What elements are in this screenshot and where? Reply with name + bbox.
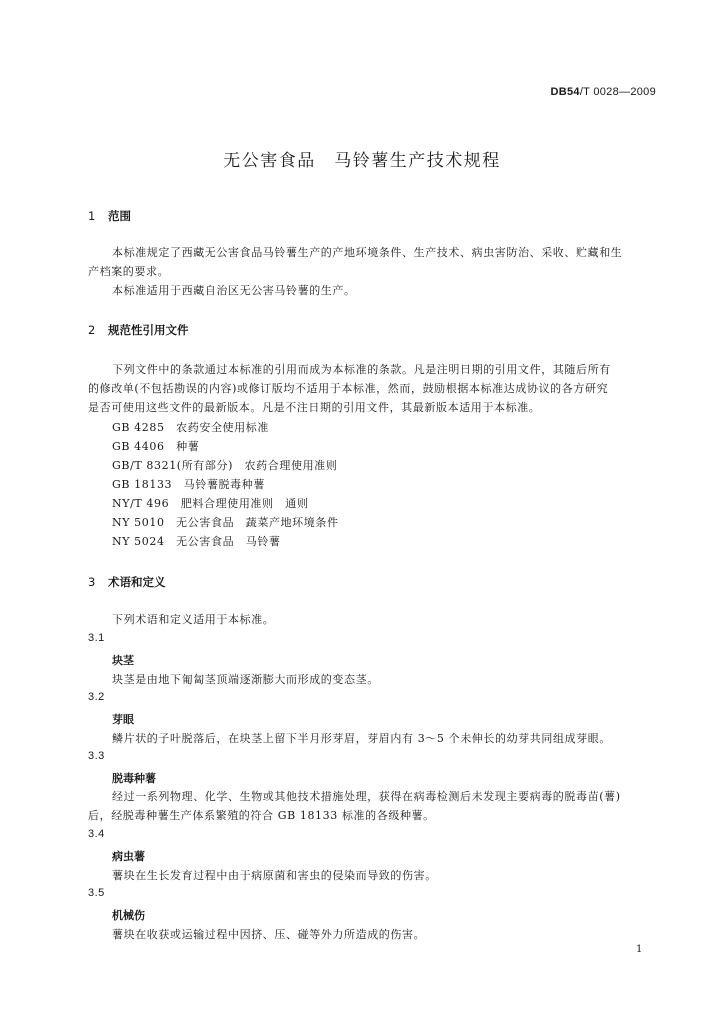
term-name: 芽眼 — [112, 713, 134, 726]
term-number: 3.3 — [88, 750, 105, 762]
term-definition: 薯块在收获或运输过程中因挤、压、碰等外力所造成的伤害。 — [112, 928, 426, 941]
reference-item: GB 18133 马铃薯脱毒种薯 — [112, 478, 265, 491]
term-definition: 块茎是由地下匍匐茎顶端逐渐膨大而形成的变态茎。 — [112, 673, 379, 686]
section-3-intro: 下列术语和定义适用于本标准。 — [112, 613, 275, 626]
section-1-paragraph-1: 本标准规定了西藏无公害食品马铃薯生产的产地环境条件、生产技术、病虫害防治、采收、贮藏和生 产档案的要求。 — [88, 246, 623, 278]
term-definition: 鳞片状的子叶脱落后，在块茎上留下半月形芽眉，芽眉内有 3～5 个未伸长的幼芽共同组成芽眼。 — [112, 732, 611, 745]
reference-item: GB 4406 种薯 — [112, 440, 200, 453]
reference-item: NY 5010 无公害食品 蔬菜产地环境条件 — [112, 516, 339, 529]
reference-item: NY/T 496 肥料合理使用准则 通则 — [112, 497, 309, 510]
document-title: 无公害食品 马铃薯生产技术规程 — [223, 151, 501, 171]
term-name: 脱毒种薯 — [112, 772, 156, 785]
section-2-paragraph: 下列文件中的条款通过本标准的引用而成为本标准的条款。凡是注明日期的引用文件，其随后所有 的修改单(不包括勘误的内容)或修订版均不适用于本标准，然而，鼓励根据本标准达成协议的各方研究 是否可使用这些文件的最新版本。凡是不注日期的引用文件，其最新版本适用于本标准。 — [88, 363, 611, 414]
reference-item: GB/T 8321(所有部分) 农药合理使用准则 — [112, 459, 338, 472]
term-name: 块茎 — [112, 654, 134, 667]
section-1-paragraph-2: 本标准适用于西藏自治区无公害马铃薯的生产。 — [112, 284, 356, 297]
section-2-heading: 2 规范性引用文件 — [88, 323, 189, 337]
term-number: 3.2 — [88, 691, 105, 703]
reference-item: GB 4285 农药安全使用标准 — [112, 421, 269, 434]
term-name: 机械伤 — [112, 909, 145, 922]
section-1-heading: 1 范围 — [88, 209, 131, 223]
term-definition: 薯块在生长发育过程中由于病原菌和害虫的侵染而导致的伤害。 — [112, 869, 437, 882]
reference-item: NY 5024 无公害食品 马铃薯 — [112, 535, 281, 548]
term-name: 病虫薯 — [112, 850, 145, 863]
section-3-heading: 3 术语和定义 — [88, 575, 166, 589]
term-number: 3.1 — [88, 632, 105, 644]
term-number: 3.5 — [88, 887, 105, 899]
standard-code: DB54/T 0028—2009 — [550, 86, 656, 98]
term-definition: 经过一系列物理、化学、生物或其他技术措施处理，获得在病毒检测后未发现主要病毒的脱毒苗(薯) 后，经脱毒种薯生产体系繁殖的符合 GB 18133 标准的各级种薯。 — [88, 790, 621, 822]
term-number: 3.4 — [88, 828, 105, 840]
page-number: 1 — [636, 944, 643, 955]
